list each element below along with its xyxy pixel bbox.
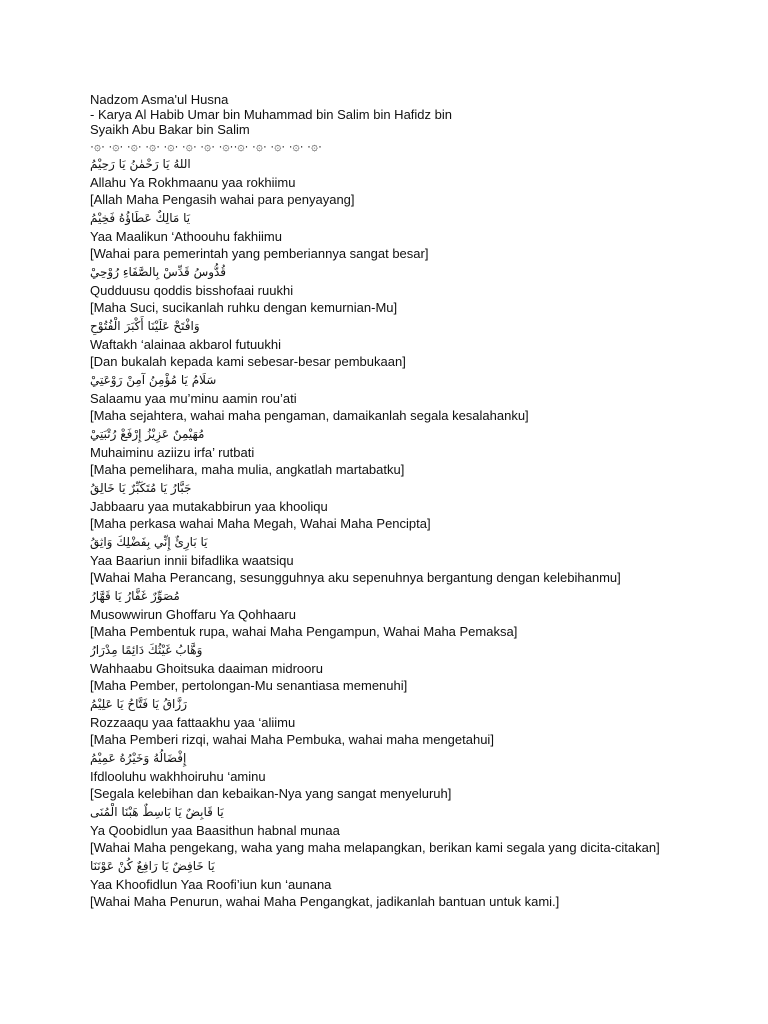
verse-arabic: وَهَّابُ غَيْثُكَ دَائِمًا مِدْرَارُ (90, 642, 203, 657)
verse-arabic: اللهُ يَا رَحْمٰنُ يَا رَحِيْمُ (90, 156, 191, 171)
verse-entry (90, 370, 728, 424)
verse-arabic: مُهَيْمِنٌ عَزِيْزُ إِرْفَعْ رُتْبَتِيْ (90, 426, 205, 441)
verse-arabic: إِفْضَالُهُ وَخَيْرُهُ عَمِيْمُ (90, 750, 187, 765)
verse-transliteration: Waftakh ‘alainaa akbarol futuukhi (90, 336, 282, 352)
verse-transliteration: Salaamu yaa mu’minu aamin rou’ati (90, 390, 297, 406)
verse-entry (90, 694, 728, 748)
verse-arabic: يَا بَارِئٌ إِنِّي بِفَضْلِكَ وَاثِقُ (90, 534, 208, 549)
verse-translation: [Wahai Maha pengekang, waha yang maha melapangkan, berikan kami segala yang dicita-citakan] (90, 839, 660, 855)
verse-transliteration: Ya Qoobidlun yaa Baasithun habnal munaa (90, 822, 340, 838)
verse-transliteration: Qudduusu qoddis bisshofaai ruukhi (90, 282, 294, 298)
verse-arabic: يَا خَافِضٌ يَا رَافِعٌ كُنْ عَوْنَنَا (90, 858, 215, 873)
verse-entry (90, 532, 728, 586)
verse-translation: [Wahai para pemerintah yang pemberiannya sangat besar] (90, 245, 429, 261)
verse-arabic: رَزَّاقُ يَا فَتَّاحُ يَا عَلِيْمُ (90, 696, 187, 711)
verse-transliteration: Muhaiminu aziizu irfa’ rutbati (90, 444, 255, 460)
verse-entry (90, 478, 728, 532)
verse-entry (90, 640, 728, 694)
verse-translation: [Maha perkasa wahai Maha Megah, Wahai Maha Pencipta] (90, 515, 431, 531)
verse-translation: [Maha Pember, pertolongan-Mu senantiasa memenuhi] (90, 677, 408, 693)
verse-entry (90, 154, 728, 208)
verse-transliteration: Yaa Khoofidlun Yaa Roofi’iun kun ‘aunana (90, 876, 332, 892)
verse-entry (90, 316, 728, 370)
verse-arabic: مُصَوِّرٌ غَفَّارُ يَا قَهَّارُ (90, 588, 180, 603)
verse-transliteration: Yaa Maalikun ‘Athoouhu fakhiimu (90, 228, 282, 244)
author-line-1: - Karya Al Habib Umar bin Muhammad bin Salim bin Hafidz bin (90, 107, 452, 123)
verse-arabic: يَا مَالِكٌ عَطَاؤُهُ فَخِيْمُ (90, 210, 191, 225)
verse-translation: [Maha Pembentuk rupa, wahai Maha Pengampun, Wahai Maha Pemaksa] (90, 623, 518, 639)
verse-entry (90, 586, 728, 640)
verse-translation: [Maha sejahtera, wahai maha pengaman, damaikanlah segala kesalahanku] (90, 407, 529, 423)
author-line-2: Syaikh Abu Bakar bin Salim (90, 122, 250, 138)
verse-arabic: يَا قَابِضٌ يَا بَاسِطٌ هَبْنَا الْمُنَى (90, 804, 224, 819)
verse-translation: [Maha pemelihara, maha mulia, angkatlah martabatku] (90, 461, 405, 477)
verse-transliteration: Musowwirun Ghoffaru Ya Qohhaaru (90, 606, 296, 622)
verse-translation: [Wahai Maha Penurun, wahai Maha Pengangkat, jadikanlah bantuan untuk kami.] (90, 893, 560, 909)
verse-arabic: وَافْتَحْ عَلَيْنَا أَكْبَرَ الْفُتُوْحِ (90, 318, 200, 333)
verse-entry (90, 208, 728, 262)
verse-transliteration: Jabbaaru yaa mutakabbirun yaa khooliqu (90, 498, 328, 514)
verse-transliteration: Yaa Baariun innii bifadlika waatsiqu (90, 552, 294, 568)
verse-entry (90, 262, 728, 316)
verse-translation: [Allah Maha Pengasih wahai para penyayang] (90, 191, 355, 207)
verse-transliteration: Allahu Ya Rokhmaanu yaa rokhiimu (90, 174, 296, 190)
verse-translation: [Wahai Maha Perancang, sesungguhnya aku sepenuhnya bergantung dengan kelebihanmu] (90, 569, 621, 585)
verse-entry (90, 856, 728, 910)
ornament-divider: ·۞· ·۞· ·۞· ·۞· ·۞· ·۞· ·۞· ·۞··۞· ·۞· ·۞· ·۞· ·۞· (90, 138, 322, 153)
verse-arabic: قُدُّوسُ قَدِّسْ بِالصَّفَاءِ رُوْحِيْ (90, 264, 227, 279)
document-title: Nadzom Asma'ul Husna (90, 92, 229, 107)
verse-transliteration: Rozzaaqu yaa fattaakhu yaa ‘aliimu (90, 714, 296, 730)
verse-arabic: جَبَّارُ يَا مُتَكَبِّرٌ يَا خَالِقُ (90, 480, 192, 495)
verse-entry (90, 424, 728, 478)
verse-transliteration: Wahhaabu Ghoitsuka daaiman midrooru (90, 660, 323, 676)
verse-transliteration: Ifdlooluhu wakhhoiruhu ‘aminu (90, 768, 266, 784)
verse-translation: [Maha Pemberi rizqi, wahai Maha Pembuka, wahai maha mengetahui] (90, 731, 494, 747)
verse-arabic: سَلَامُ يَا مُؤْمِنُ آمِنْ رَوْعَتِيْ (90, 372, 217, 387)
verse-entry (90, 748, 728, 802)
verse-translation: [Segala kelebihan dan kebaikan-Nya yang sangat menyeluruh] (90, 785, 452, 801)
verse-list (90, 154, 728, 910)
verse-translation: [Maha Suci, sucikanlah ruhku dengan kemurnian-Mu] (90, 299, 398, 315)
verse-entry (90, 802, 728, 856)
verse-translation: [Dan bukalah kepada kami sebesar-besar pembukaan] (90, 353, 406, 369)
